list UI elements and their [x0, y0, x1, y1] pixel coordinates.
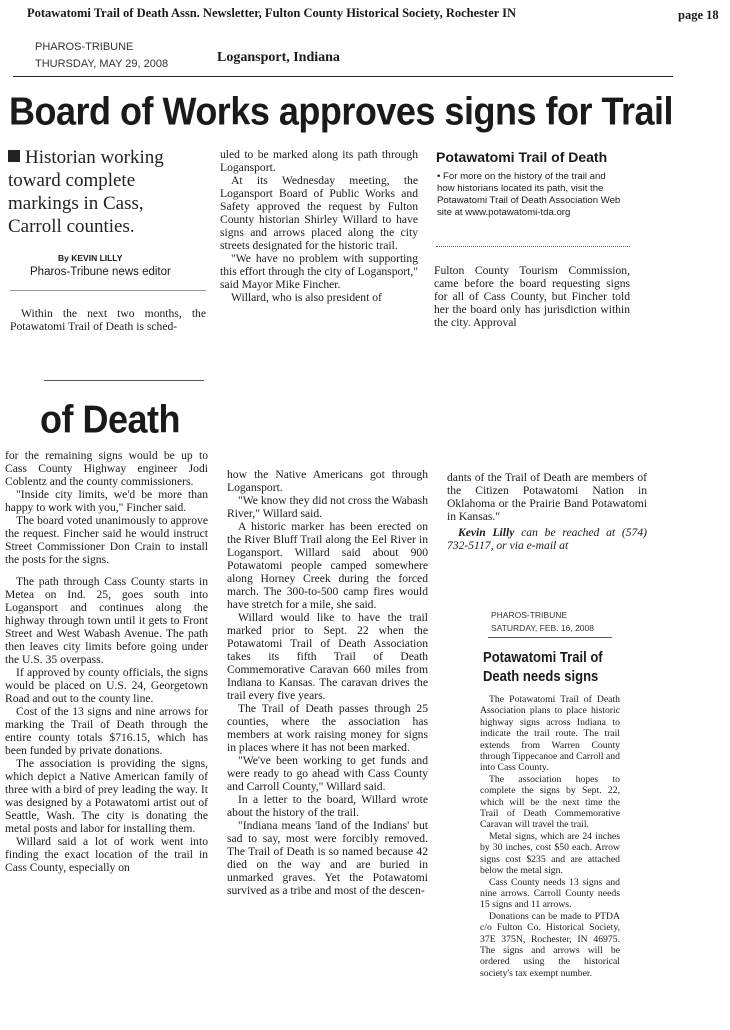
jump-col-b: how the Native Americans got through Logansport. "We know they did not cross the Wabash River," Willard said. A historic marker has been erected on the River Bluff Trail along the Eel River in Logansport. Willard said about 900 Potawatomi people camped somewhere along Horney Creek during the forced march. The 300-to-500 camp fires would have stretch for a mile, she said. Willard would like to have the trail marked prior to Sept. 22 when the Potawatomi Trail of Death Association takes its fifth Trail of Death Commemorative Caravan 660 miles from Indiana to Kansas. The caravan drives the trail every five years. The Trail of Death passes through 25 counties, where the association has members at work raising money for signs in places where it has not been marked. "We've been working to get funds and were ready to go ahead with Cass County and Carroll County," Willard said. In a letter to the board, Willard wrote about the history of the trail. "Indiana means 'land of the Indians' but sad to say, most were forcibly removed. The Trail of Death is so named because 42 died on the way and are buried in unmarked graves. Yet the Potawatomi survived as a tribe and most of the descen-	[227, 468, 428, 897]
jump-col-c: dants of the Trail of Death are members of the Citizen Potawatomi Nation in Oklahoma or the Prairie Band Potawatomi in Kansas." Kevin Lilly can be reached at (574) 732-5117, or via e-mail at	[447, 471, 647, 552]
byline: By KEVIN LILLY	[58, 253, 123, 263]
masthead-city: Logansport, Indiana	[217, 50, 340, 65]
deck	[8, 146, 198, 238]
clip-date: SATURDAY, FEB. 16, 2008	[491, 623, 594, 633]
byline-rule	[10, 290, 206, 291]
headline: Board of Works approves signs for Trail	[9, 88, 673, 134]
jump-rule	[44, 380, 204, 381]
sidebar-title: Potawatomi Trail of Death	[436, 149, 608, 165]
article-col3: Fulton County Tourism Commission, came before the board requesting signs for all of Cass County, but Fincher told her the board only has jurisdiction within the city. Approval	[434, 264, 630, 329]
clip-rule	[488, 637, 612, 638]
clip-headline: Potawatomi Trail of Death needs signs	[483, 650, 603, 685]
clip-paper: PHAROS-TRIBUNE	[491, 610, 568, 620]
bullet-square-icon	[8, 150, 20, 162]
sidebar-divider	[436, 246, 630, 247]
article-col2: uled to be marked along its path through Logansport. At its Wednesday meeting, the Logansport Board of Public Works and Safety approved the request by Fulton County historian Shirley Willard to have signs and arrows placed along the city streets designated for the historic trail. "We have no problem with supporting this effort through the city of Logansport," said Mayor Mike Fincher. Willard, who is also president of	[220, 148, 418, 304]
page-number: page 18	[678, 8, 719, 22]
masthead-paper: PHAROS-TRIBUNE	[35, 41, 134, 53]
clip-body: The Potawatomi Trail of Death Association plans to place historic highway signs across Indiana to indicate the trail route. The trail extends from Warren County through Tippecanoe and Carroll and into Cass County. The association hopes to complete the signs by Sept. 22, which will be the next time the Trail of Death Commemorative Caravan will travel the trail. Metal signs, which are 24 inches by 30 inches, cost $50 each. Arrow signs cost $235 and are attached below the metal sign. Cass County needs 13 signs and nine arrows. Carroll County needs 15 signs and 11 arrows. Donations can be made to PTDA c/o Fulton Co. Historical Society, 37E 375N, Rochester, IN 46975. The signs and arrows will be ordered using the historical society's tax exempt number.	[480, 694, 620, 979]
deck-text: Historian working toward complete markings in Cass, Carroll counties.	[8, 147, 164, 237]
jump-col-a: for the remaining signs would be up to Cass County Highway engineer Jodi Coblentz and the county commissioners. "Inside city limits, we'd be more than happy to work with you," Fincher said. The board voted unanimously to approve the request. Fincher said he would instruct Street Commissioner Don Crain to install the posts for the signs. The path through Cass County starts in Metea on Ind. 25, goes south into Logansport and continues along the highway through town until it gets to Front Street and West Wabash Avenue. The path then leaves city limits before going under the U.S. 35 overpass. If approved by county officials, the signs would be placed on U.S. 24, Georgetown Road and out to the county line. Cost of the 13 signs and nine arrows for marking the Trail of Death through the entire county totals $716.15, which has been funded by private donations. The association is providing the signs, which depict a Native American family of three with a bird of prey leading the way. It was designed by a Potawatomi artist out of Seattle, Wash. The city is donating the metal posts and labor for installing them. Willard said a lot of work went into finding the exact location of the trail in Cass County, especially on	[5, 449, 208, 874]
newsletter-header: Potawatomi Trail of Death Assn. Newsletter, Fulton County Historical Society, Rochester IN	[27, 6, 517, 20]
jump-headline: of Death	[40, 396, 180, 442]
masthead-rule	[13, 76, 673, 77]
masthead-date: THURSDAY, MAY 29, 2008	[35, 58, 169, 70]
byline-title: Pharos-Tribune news editor	[30, 266, 171, 278]
article-col1: Within the next two months, the Potawatomi Trail of Death is sched-	[10, 307, 206, 333]
sidebar-note: • For more on the history of the trail and how historians located its path, visit the Potawatomi Trail of Death Association Web site at www.potawatomi-tda.org	[437, 171, 621, 218]
